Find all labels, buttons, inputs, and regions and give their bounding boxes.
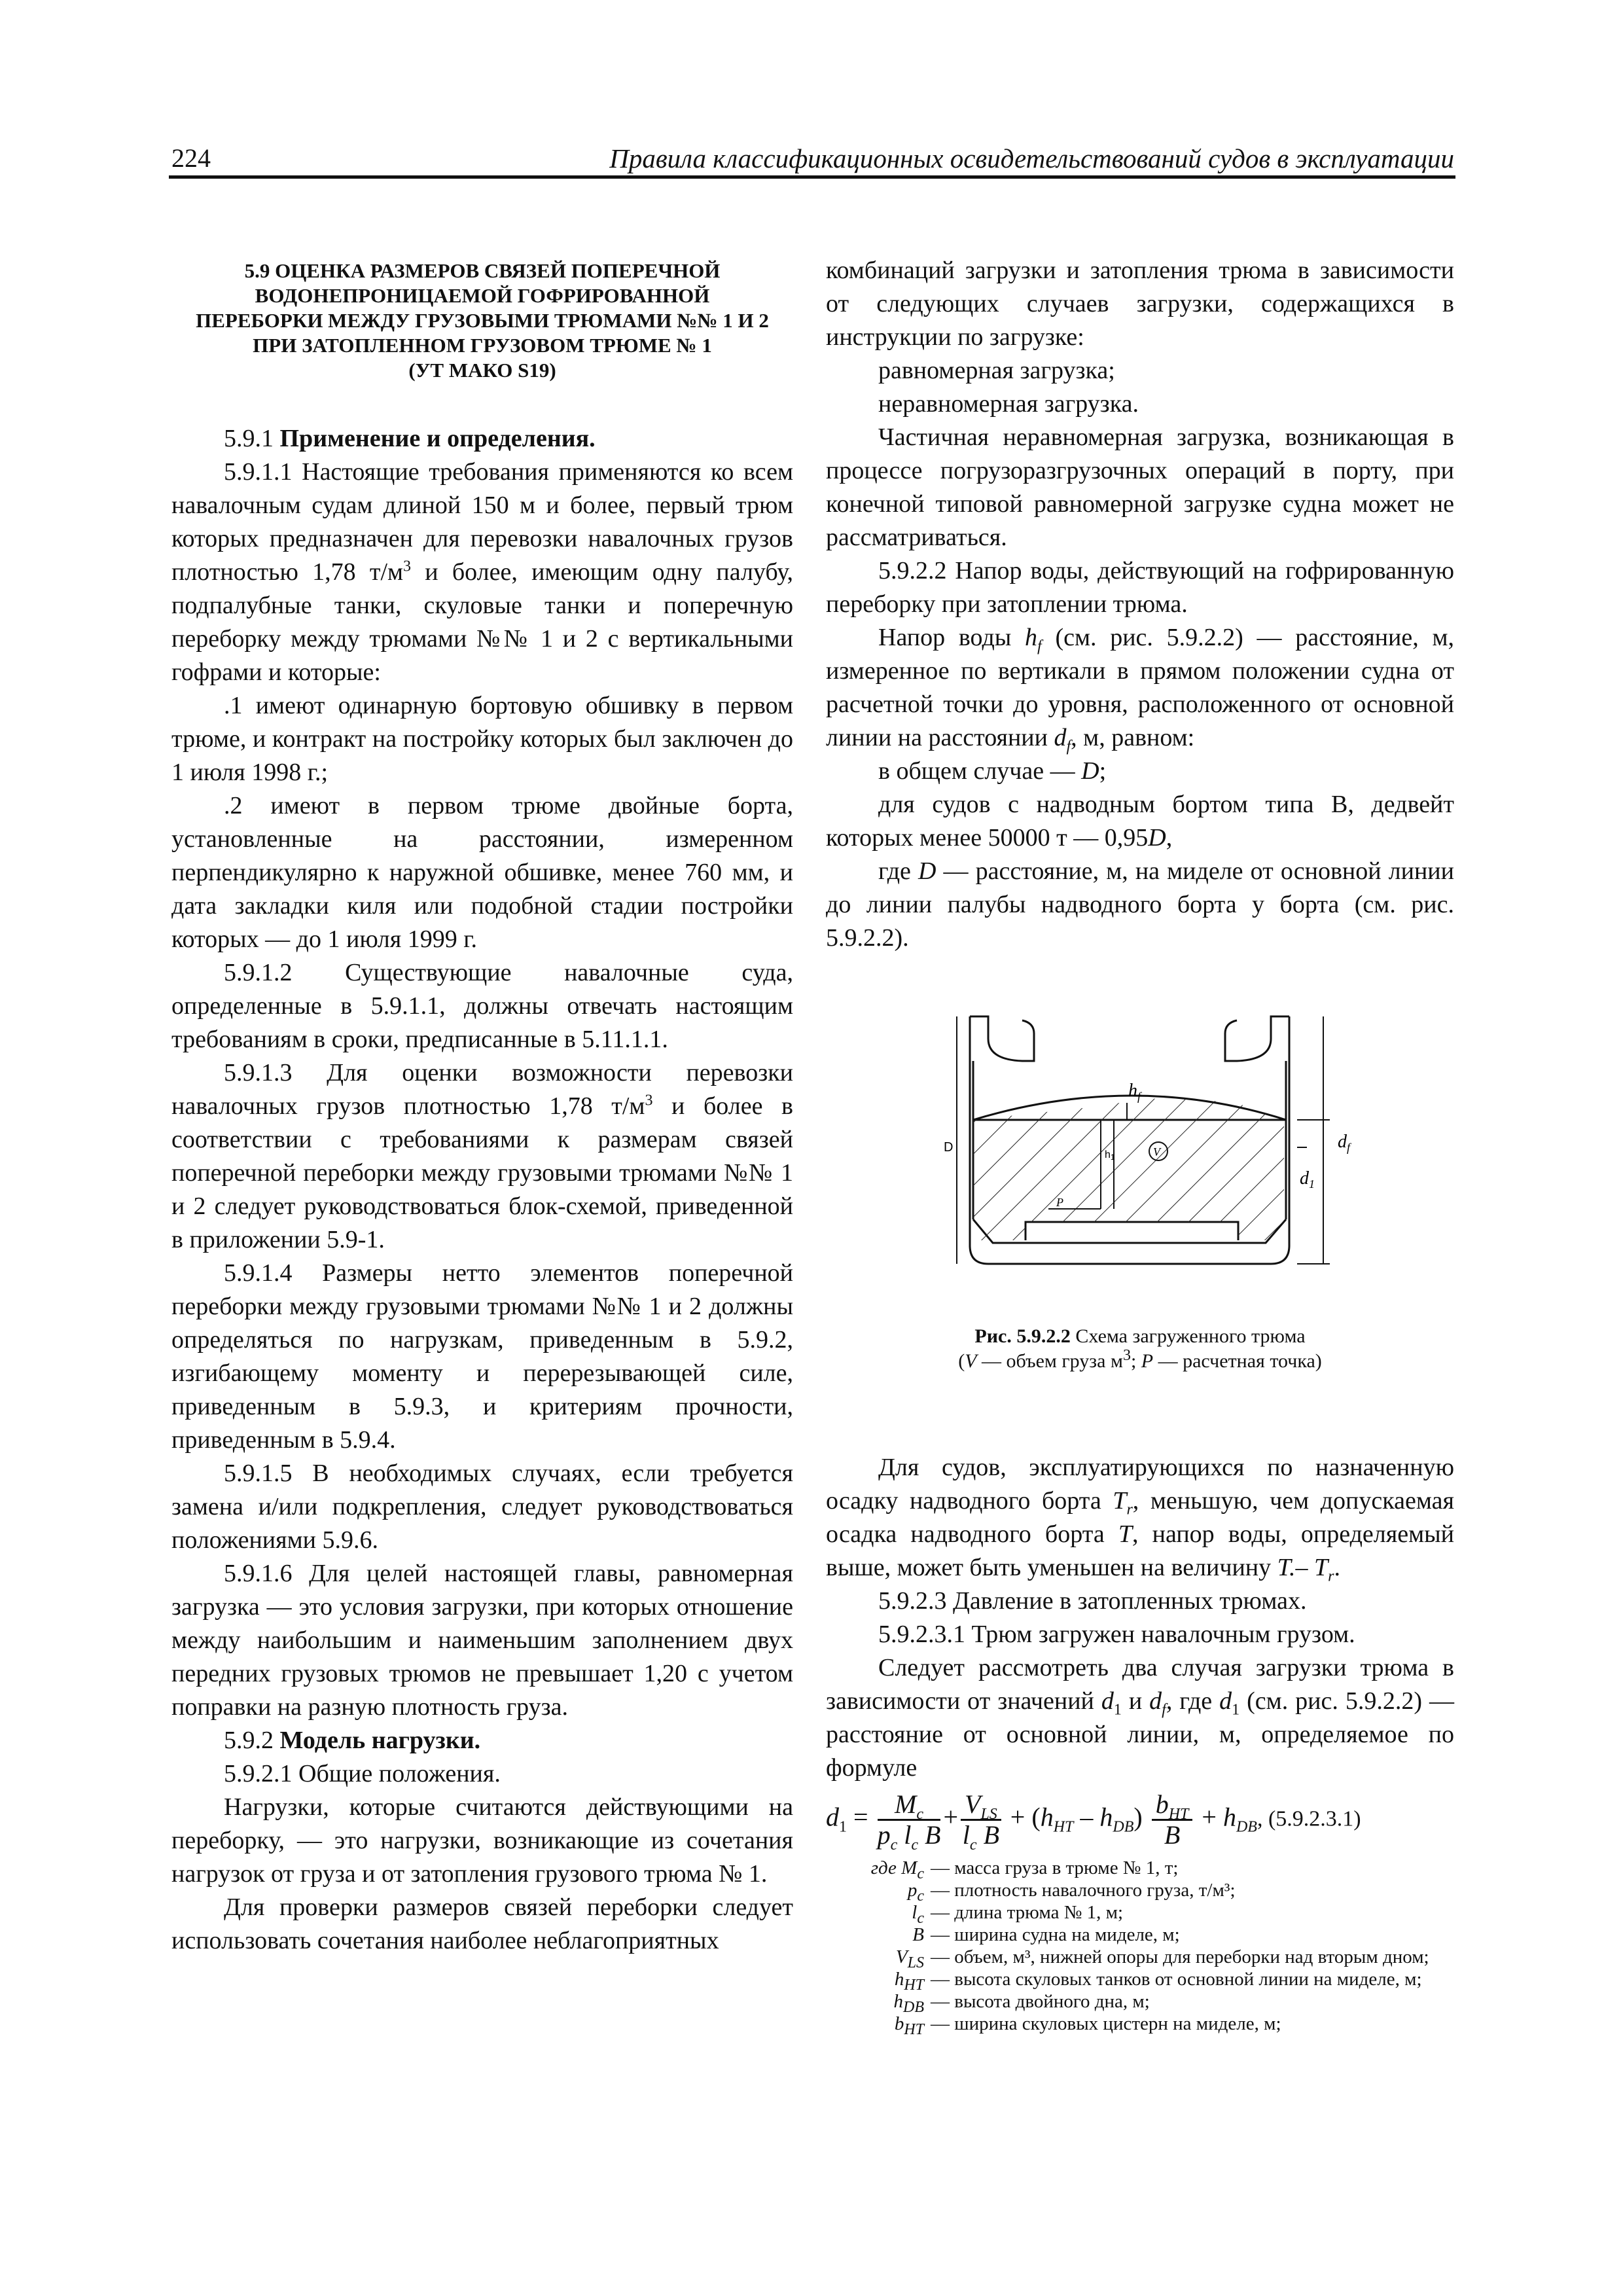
paragraph-general-case: в общем случае — D; — [878, 757, 1107, 785]
paragraph-loads: Нагрузки, которые считаются действующими на переборку, — это нагрузки, возникающие из сочетания нагрузок от груза и от затопления грузового трюма № 1. — [171, 1793, 793, 1888]
heading-line-3: ПЕРЕБОРКИ МЕЖДУ ГРУЗОВЫМИ ТРЮМАМИ №№ 1 И 2 — [196, 309, 769, 332]
paragraph-5-9-1-2: 5.9.1.2 Существующие навалочные суда, определенные в 5.9.1.1, должны отвечать настоящим требованиям в сроки, предписанные в 5.11.1.1. — [171, 959, 794, 1053]
header-rule — [169, 175, 1455, 179]
fraction-volume: $\frac{V_{LS}}{l_c B}$ — [961, 1790, 1001, 1850]
paragraph-two-cases: Следует рассмотреть два случая загрузки трюма в зависимости от значений $d_1$ и $d_f$, где $d_1$ (см. рис. 5.9.2.2) — расстояние от основной линии, м, определяемое по формуле — [826, 1654, 1454, 1782]
figure-5-9-2-2 — [826, 986, 1454, 1320]
paragraph-5-9-1-1: 5.9.1.1 Настоящие требования применяются ко всем навалочным судам длиной 150 м и более, первый трюм которых предназначен для перевозки навалочных грузов плотностью 1,78 $т/м^3$ и более, имеющим одну палубу, подпалубные танки, скуловые танки и поперечную переборку между трюмами №№ 1 и 2 с вертикальными гофрами и которые: — [171, 458, 793, 686]
case-uniform: равномерная загрузка; — [878, 357, 1115, 384]
paragraph-5-9-1-5: 5.9.1.5 В необходимых случаях, если требуется замена и/или подкрепления, следует руководствоваться положениями 5.9.6. — [171, 1460, 793, 1554]
formula-legend — [826, 1857, 1454, 2038]
paragraph-5-9-2-3-1: 5.9.2.3.1 Трюм загружен навалочным грузом. — [878, 1621, 1355, 1648]
legend-row: $l_c$ — длина трюма № 1, м; — [912, 1902, 1124, 1927]
label-d1: $d_1$ — [1300, 1168, 1315, 1191]
page-number: 224 — [171, 143, 211, 173]
formula-5-9-2-3-1: $d_1$ = $\frac{M_c}{p_c l_c B}$ + $\frac{V_{LS}}{l_c B}$ + $(h_{HT} - h_{DB})$ $\frac{b_{HT}}{B}$ + $h_{DB}$, (5.9.2.3.1) — [826, 1789, 1361, 1854]
label-hf: $h_f$ — [1128, 1081, 1141, 1103]
paragraph-check: Для проверки размеров связей переборки следует использовать сочетания наиболее неблагоприятных — [171, 1893, 793, 1954]
label-P: P — [1056, 1196, 1063, 1209]
paragraph-freeboard: Для судов, эксплуатирующихся по назначенную осадку надводного борта $T_r$, меньшую, чем допускаемая осадка надводного борта T, напор воды, определяемый выше, может быть уменьшен на величину T.– $T_r$. — [826, 1454, 1455, 1585]
legend-row: где $M_c$ — масса груза в трюме № 1, т; — [870, 1857, 1179, 1882]
running-title: Правила классификационных освидетельствований судов в эксплуатации — [609, 143, 1454, 173]
fraction-width: $\frac{b_{HT}}{B}$ — [1152, 1790, 1193, 1850]
legend-row: $h_{DB}$ — высота двойного дна, м; — [893, 1991, 1150, 2016]
list-item-2: .2 имеют в первом трюме двойные борта, установленные на расстоянии, измеренном перпендикулярно к наружной обшивке, менее 760 мм, и дата закладки киля или подобной стадии постройки которых — до 1 июля 1999 г. — [171, 792, 793, 953]
label-D: D — [944, 1140, 954, 1155]
legend-row: $b_{HT}$ — ширина скуловых цистерн на миделе, м; — [894, 2013, 1281, 2038]
heading-line-1: 5.9 ОЦЕНКА РАЗМЕРОВ СВЯЗЕЙ ПОПЕРЕЧНОЙ — [244, 259, 721, 282]
paragraph-partial: Частичная неравномерная загрузка, возникающая в процессе погрузоразгрузочных операций в порту, при конечной типовой равномерной загрузке судна может не рассматриваться. — [826, 423, 1454, 551]
legend-row: B — ширина судна на миделе, м; — [912, 1924, 1180, 1945]
paragraph-where-d: где D — расстояние, м, на миделе от основной линии до линии палубы надводного борта у борта (см. рис. 5.9.2.2). — [826, 857, 1454, 952]
right-column — [826, 254, 1455, 2038]
paragraph-5-9-1-3: 5.9.1.3 Для оценки возможности перевозки навалочных грузов плотностью 1,78 $т/м^3$ и более в соответствии с требованиями к размерам связей поперечной переборки между грузовыми трюмами №№ 1 и 2 следует руководствоваться блок-схемой, приведенной в приложении 5.9-1. — [171, 1059, 794, 1253]
paragraph-5-9-1-4: 5.9.1.4 Размеры нетто элементов поперечной переборки между грузовыми трюмами №№ 1 и 2 должны определяться по нагрузкам, приведенным в 5.9.2, изгибающему моменту и перерезывающей силе, приведенным в 5.9.3, и критериям прочности, приведенным в 5.9.4. — [171, 1259, 793, 1454]
heading-line-4: ПРИ ЗАТОПЛЕННОМ ГРУЗОВОМ ТРЮМЕ № 1 — [253, 334, 712, 357]
loaded-hold-diagram — [826, 986, 1454, 1320]
figure-caption: Рис. 5.9.2.2 Схема загруженного трюма (V — объем груза $м^3$; P — расчетная точка) — [958, 1325, 1322, 1372]
heading-line-2: ВОДОНЕПРОНИЦАЕМОЙ ГОФРИРОВАННОЙ — [255, 284, 710, 307]
paragraph-continuation: комбинаций загрузки и затопления трюма в зависимости от следующих случаев загрузки, содержащихся в инструкции по загрузке: — [826, 257, 1454, 351]
left-column — [171, 252, 793, 1958]
legend-row: $V_{LS}$ — объем, м³, нижней опоры для переборки над вторым дном; — [895, 1946, 1429, 1971]
subsection-5-9-1: 5.9.1 Применение и определения. — [224, 425, 596, 452]
case-nonuniform: неравномерная загрузка. — [878, 390, 1139, 418]
paragraph-5-9-1-6: 5.9.1.6 Для целей настоящей главы, равномерная загрузка — это условия загрузки, при которых отношение между наибольшим и наименьшим заполнением двух передних грузовых трюмов не превышает 1,20 с учетом поправки на разную плотность груза. — [171, 1560, 793, 1721]
paragraph-5-9-2-2: 5.9.2.2 Напор воды, действующий на гофрированную переборку при затоплении трюма. — [826, 557, 1454, 618]
list-item-1: .1 имеют одинарную бортовую обшивку в первом трюме, и контракт на постройку которых был заключен до 1 июля 1998 г.; — [171, 692, 793, 786]
section-heading — [171, 259, 793, 383]
label-h1: h1 — [1105, 1149, 1115, 1162]
fraction-mass: $\frac{M_c}{p_c l_c B}$ — [877, 1789, 941, 1854]
heading-line-5: (УТ МАКО S19) — [408, 359, 556, 382]
paragraph-5-9-2-3: 5.9.2.3 Давление в затопленных трюмах. — [878, 1587, 1307, 1615]
subsection-5-9-2: 5.9.2 Модель нагрузки. — [224, 1727, 481, 1754]
legend-row: $h_{HT}$ — высота скуловых танков от основной линии на миделе, м; — [894, 1969, 1422, 1994]
label-V: V — [1153, 1145, 1160, 1158]
paragraph-type-b: для судов с надводным бортом типа В, дедвейт которых менее 50000 т — 0,95D, — [826, 791, 1454, 852]
paragraph-head-definition: Напор воды $h_f$ (см. рис. 5.9.2.2) — расстояние, м, измеренное по вертикали в прямом положении судна от расчетной точки до уровня, расположенного от основной линии на расстоянии $d_f$, м, равном: — [826, 624, 1454, 755]
label-df: $d_f$ — [1338, 1132, 1351, 1154]
legend-row: $p_c$ — плотность навалочного груза, т/м³; — [907, 1880, 1236, 1905]
paragraph-5-9-2-1: 5.9.2.1 Общие положения. — [224, 1760, 501, 1787]
